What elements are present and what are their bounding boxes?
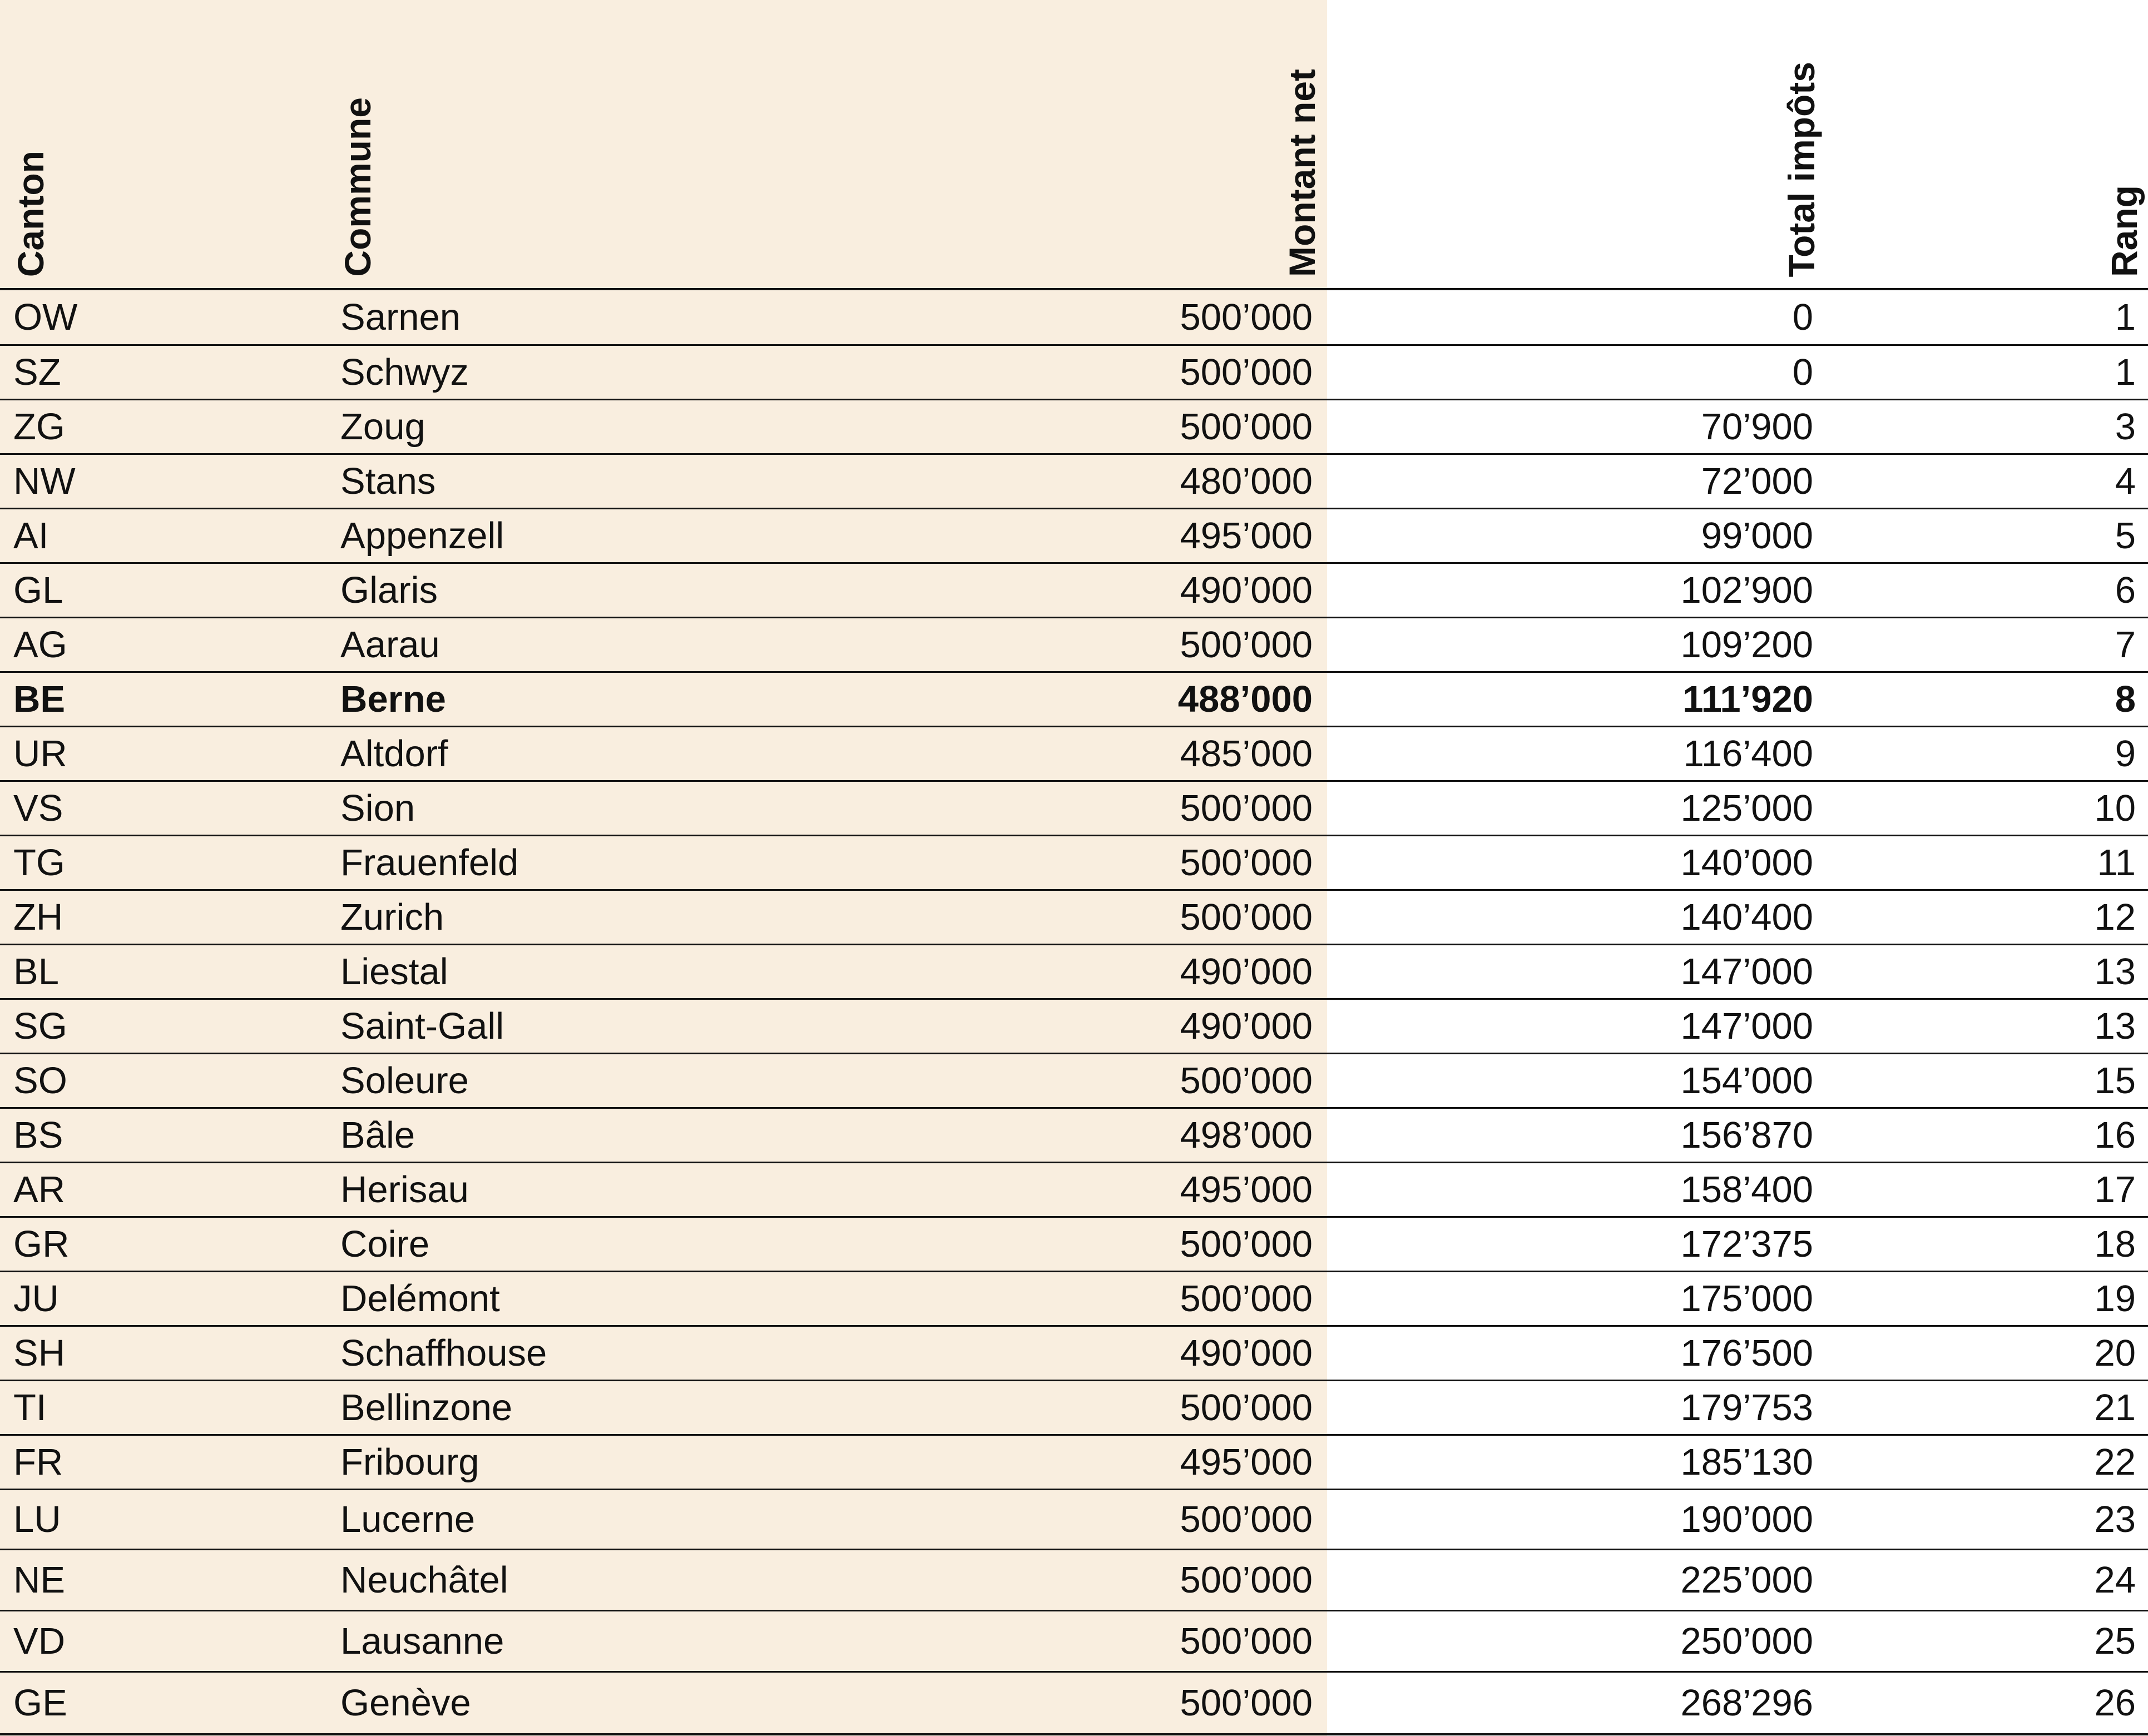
cell-total-impots: 72’000 [1701,460,1813,502]
table-row [0,617,2148,672]
cell-canton: GL [13,569,63,611]
cell-montant-net: 490’000 [1180,569,1313,611]
table-row [0,1549,2148,1610]
table-row [0,345,2148,399]
cell-total-impots: 147’000 [1680,950,1813,993]
cell-total-impots: 250’000 [1680,1620,1813,1662]
row-divider [0,1733,2148,1735]
cell-total-impots: 0 [1792,296,1813,338]
table-row [0,1162,2148,1217]
column-header-label: Rang [2104,185,2145,277]
cell-montant-net: 490’000 [1180,950,1313,993]
cell-commune: Lausanne [340,1620,504,1662]
cell-montant-net: 500’000 [1180,1620,1313,1662]
cell-montant-net: 500’000 [1180,351,1313,393]
column-header-label: Montant net [1281,69,1323,277]
cell-rang: 13 [2094,950,2136,993]
cell-montant-net: 485’000 [1180,732,1313,775]
cell-commune: Lucerne [340,1498,476,1540]
cell-rang: 13 [2094,1005,2136,1047]
cell-commune: Bâle [340,1114,415,1156]
cell-montant-net: 500’000 [1180,296,1313,338]
cell-montant-net: 500’000 [1180,787,1313,829]
cell-rang: 10 [2094,787,2136,829]
cell-total-impots: 111’920 [1682,678,1813,720]
cell-canton: SO [13,1059,67,1102]
cell-canton: BL [13,950,59,993]
cell-montant-net: 500’000 [1180,1386,1313,1429]
cell-montant-net: 495’000 [1180,514,1313,557]
cell-rang: 5 [2115,514,2136,557]
cell-rang: 15 [2094,1059,2136,1102]
cell-montant-net: 500’000 [1180,1559,1313,1601]
cell-canton: AR [13,1168,66,1211]
cell-rang: 19 [2094,1277,2136,1320]
cell-canton: BS [13,1114,63,1156]
cell-canton: ZG [13,405,66,448]
cell-montant-net: 500’000 [1180,896,1313,938]
cell-canton: AI [13,514,49,557]
cell-total-impots: 70’900 [1701,405,1813,448]
table-row [0,1671,2148,1734]
cell-rang: 20 [2094,1332,2136,1374]
cell-total-impots: 268’296 [1680,1682,1813,1724]
cell-commune: Appenzell [340,514,504,557]
cell-canton: JU [13,1277,59,1320]
cell-canton: SH [13,1332,66,1374]
cell-rang: 23 [2094,1498,2136,1540]
cell-rang: 7 [2115,623,2136,666]
cell-rang: 3 [2115,405,2136,448]
cell-canton: NW [13,460,76,502]
column-header-label: Total impôts [1781,61,1822,277]
cell-rang: 4 [2115,460,2136,502]
cell-rang: 22 [2094,1441,2136,1483]
cell-canton: AG [13,623,67,666]
cell-rang: 12 [2094,896,2136,938]
cell-canton: SG [13,1005,67,1047]
cell-commune: Altdorf [340,732,448,775]
cell-total-impots: 140’400 [1680,896,1813,938]
cell-montant-net: 480’000 [1180,460,1313,502]
cell-canton: ZH [13,896,63,938]
cell-canton: BE [13,678,66,720]
cell-commune: Schwyz [340,351,469,393]
cell-montant-net: 500’000 [1180,1277,1313,1320]
cell-total-impots: 102’900 [1680,569,1813,611]
table-row [0,289,2148,345]
table-row [0,781,2148,835]
cell-rang: 24 [2094,1559,2136,1601]
table-row-highlighted [0,672,2148,726]
cell-canton: NE [13,1559,66,1601]
cell-canton: UR [13,732,67,775]
cell-montant-net: 495’000 [1180,1168,1313,1211]
table-row [0,999,2148,1053]
cell-total-impots: 176’500 [1680,1332,1813,1374]
table-row [0,1326,2148,1380]
cell-rang: 8 [2115,678,2136,720]
cell-commune: Schaffhouse [340,1332,547,1374]
cell-total-impots: 154’000 [1680,1059,1813,1102]
cell-commune: Bellinzone [340,1386,513,1429]
cell-montant-net: 500’000 [1180,623,1313,666]
cell-commune: Soleure [340,1059,469,1102]
cell-montant-net: 500’000 [1180,405,1313,448]
cell-total-impots: 140’000 [1680,841,1813,884]
cell-canton: FR [13,1441,63,1483]
cell-montant-net: 500’000 [1180,1682,1313,1724]
cell-commune: Zurich [340,896,444,938]
cell-canton: SZ [13,351,61,393]
cell-canton: GR [13,1223,70,1265]
cell-canton: VS [13,787,63,829]
cell-canton: LU [13,1498,61,1540]
cell-canton: VD [13,1620,66,1662]
table-row [0,1271,2148,1326]
cell-rang: 1 [2115,296,2136,338]
cell-total-impots: 175’000 [1680,1277,1813,1320]
cell-commune: Berne [340,678,446,720]
cell-montant-net: 500’000 [1180,841,1313,884]
table-row [0,1217,2148,1271]
cell-canton: TG [13,841,66,884]
cell-total-impots: 179’753 [1680,1386,1813,1429]
cell-rang: 17 [2094,1168,2136,1211]
cell-montant-net: 490’000 [1180,1332,1313,1374]
cell-commune: Aarau [340,623,440,666]
cell-montant-net: 500’000 [1180,1059,1313,1102]
table-row [0,1435,2148,1489]
cell-rang: 1 [2115,351,2136,393]
cell-commune: Zoug [340,405,425,448]
table-row [0,1380,2148,1435]
cell-total-impots: 147’000 [1680,1005,1813,1047]
cell-rang: 6 [2115,569,2136,611]
cell-rang: 9 [2115,732,2136,775]
cell-montant-net: 500’000 [1180,1223,1313,1265]
table-row [0,1053,2148,1108]
cell-rang: 18 [2094,1223,2136,1265]
cell-rang: 25 [2094,1620,2136,1662]
cell-commune: Fribourg [340,1441,479,1483]
cell-montant-net: 500’000 [1180,1498,1313,1540]
cell-commune: Liestal [340,950,448,993]
table-row [0,454,2148,508]
cell-total-impots: 156’870 [1680,1114,1813,1156]
cell-commune: Herisau [340,1168,469,1211]
table-row [0,890,2148,944]
cell-total-impots: 190’000 [1680,1498,1813,1540]
table-row [0,563,2148,617]
cell-rang: 16 [2094,1114,2136,1156]
cell-commune: Neuchâtel [340,1559,508,1601]
cell-commune: Stans [340,460,436,502]
column-header-label: Commune [337,97,378,277]
cell-commune: Delémont [340,1277,500,1320]
cell-total-impots: 225’000 [1680,1559,1813,1601]
cell-rang: 26 [2094,1682,2136,1724]
cell-total-impots: 185’130 [1680,1441,1813,1483]
column-header-label: Canton [10,150,51,277]
cell-commune: Sarnen [340,296,461,338]
cell-total-impots: 99’000 [1701,514,1813,557]
cell-commune: Sion [340,787,415,829]
table-row [0,508,2148,563]
cell-total-impots: 109’200 [1680,623,1813,666]
table-row [0,1610,2148,1671]
cell-montant-net: 490’000 [1180,1005,1313,1047]
cell-total-impots: 172’375 [1680,1223,1813,1265]
cell-commune: Glaris [340,569,438,611]
table-row [0,399,2148,454]
cell-canton: GE [13,1682,67,1724]
cell-commune: Frauenfeld [340,841,519,884]
cell-total-impots: 0 [1792,351,1813,393]
cell-total-impots: 116’400 [1683,732,1813,775]
table-row [0,1489,2148,1549]
cell-total-impots: 158’400 [1680,1168,1813,1211]
cell-total-impots: 125’000 [1680,787,1813,829]
cell-commune: Genève [340,1682,471,1724]
cell-rang: 21 [2094,1386,2136,1429]
cell-montant-net: 498’000 [1180,1114,1313,1156]
table-row [0,726,2148,781]
cell-commune: Coire [340,1223,430,1265]
table-row [0,1108,2148,1162]
cell-rang: 11 [2097,841,2136,884]
cell-canton: OW [13,296,78,338]
cell-canton: TI [13,1386,47,1429]
table-row [0,944,2148,999]
cell-montant-net: 495’000 [1180,1441,1313,1483]
cell-montant-net: 488’000 [1177,678,1313,720]
table-row [0,835,2148,890]
cell-commune: Saint-Gall [340,1005,504,1047]
